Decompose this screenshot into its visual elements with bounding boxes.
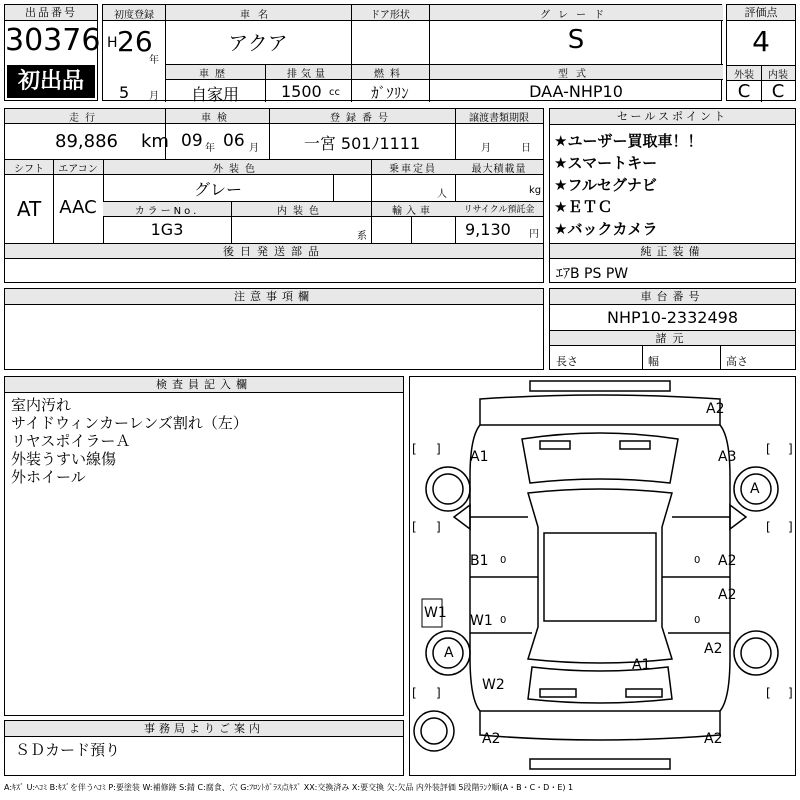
car-name-header: 車名 [240, 10, 276, 21]
svg-text:[: [ [766, 686, 771, 700]
displacement: 1500 [281, 82, 322, 101]
inspection-year-unit: 年 [205, 143, 215, 154]
score-header: 評価点 [727, 5, 795, 21]
mark-front-bumper: A2 [706, 401, 725, 417]
sales-points-header: セールスポイント [550, 109, 795, 125]
recycle-header: リサイクル預託金 [463, 205, 535, 215]
sales-points-box [549, 108, 796, 283]
first-listing-badge: 初出品 [7, 65, 95, 98]
later-parts-header: 後日発送部品 [5, 244, 543, 259]
inspector-note: 外ホイール [11, 468, 86, 486]
mark-roof: A1 [632, 657, 651, 673]
mark-front-right-fender: A1 [470, 449, 489, 465]
aircon-header: エアコン [58, 164, 98, 175]
svg-text:[: [ [766, 520, 771, 534]
inspector-note: サイドウィンカーレンズ割れ（左） [11, 414, 248, 432]
chassis-number: NHP10-2332498 [606, 308, 739, 327]
cautions-header: 注意事項欄 [5, 289, 543, 305]
interior-score-header: 内装 [768, 70, 788, 81]
office-box [4, 720, 404, 776]
inspection-year: 09 [181, 131, 203, 151]
fuel: ｶﾞｿﾘﾝ [371, 84, 409, 102]
office-note: ＳＤカード預り [15, 741, 121, 759]
inspector-note: リヤスポイラーＡ [11, 432, 131, 450]
era: H [107, 35, 118, 51]
sales-point-item: ★スマートキー [554, 154, 658, 172]
svg-text:[: [ [412, 686, 417, 700]
spec-width: 幅 [648, 355, 659, 368]
interior-score: C [771, 81, 785, 102]
mark-rear-bumper-left: A2 [704, 731, 723, 747]
standard-equipment: ｴｱB PS PW [556, 266, 629, 282]
exterior-color: グレー [193, 180, 242, 199]
mark-right-pillar: B1 [470, 553, 489, 569]
mark-left-rear-door: A2 [718, 587, 737, 603]
svg-text:0: 0 [500, 615, 507, 626]
svg-text:]: ] [788, 686, 793, 700]
transfer-day-unit: 日 [521, 143, 531, 154]
plate: 一宮 501ﾉ1111 [303, 134, 421, 153]
sales-point-item: ★バックカメラ [554, 220, 658, 238]
mark-right-rear-door: W1 [470, 613, 493, 629]
capacity-unit: 人 [437, 189, 447, 200]
car-outline [410, 377, 795, 775]
standard-equipment-header: 純正装備 [550, 244, 795, 259]
exterior-score-header: 外装 [734, 70, 754, 81]
mileage-header: 走行 [69, 113, 101, 124]
inspector-note: 室内汚れ [11, 396, 72, 414]
shift: AT [16, 197, 42, 221]
fuel-header: 燃料 [374, 69, 406, 80]
grade-header: グレード [540, 10, 612, 21]
office-header: 事務局よりご案内 [5, 721, 403, 737]
damage-diagram [409, 376, 796, 776]
svg-text:0: 0 [694, 555, 701, 566]
car-name: アクア [228, 31, 288, 55]
chassis-box [549, 288, 796, 370]
load-header: 最大積載量 [471, 164, 527, 175]
history-header: 車歴 [199, 69, 231, 80]
door-header: ドア形状 [370, 10, 410, 21]
sales-point-item: ★ＥＴＣ [554, 198, 613, 216]
svg-text:]: ] [436, 442, 441, 456]
recycle-amount: 9,130 [465, 220, 511, 239]
cautions-box [4, 288, 544, 370]
inspection-header: 車検 [201, 113, 233, 124]
mark-left-front-door: A2 [718, 553, 737, 569]
inspector-header: 検査員記入欄 [5, 377, 403, 393]
exterior-color-header: 外装色 [213, 164, 261, 175]
legend: A:ｷｽﾞ U:ﾍｺﾐ B:ｷｽﾞを伴うﾍｺﾐ P:要塗装 W:補修跡 S:錆 C:腐食、穴 G:ﾌﾛﾝﾄｶﾞﾗｽ点ｷｽﾞ XX:交換済み X:要交換 欠:欠品 内外装評価 5段階ﾗﾝｸ順(A・B・C・D・E) 1 [4, 783, 574, 792]
sales-point-item: ★フルセグナビ [554, 176, 657, 194]
history: 自家用 [190, 85, 239, 104]
mileage: 89,886 [55, 131, 118, 152]
score-value: 4 [752, 25, 770, 58]
svg-text:]: ] [436, 686, 441, 700]
mileage-unit: km [141, 131, 169, 152]
sales-points-list [554, 130, 702, 240]
aircon: AAC [59, 197, 97, 218]
inspection-month-unit: 月 [249, 143, 259, 154]
spec-height: 高さ [726, 355, 748, 368]
mark-front-left-fender: A3 [718, 449, 737, 465]
mark-rear-right-wheel: A [444, 645, 454, 661]
score-box [726, 4, 796, 101]
mark-rear-bumper-right: A2 [482, 731, 501, 747]
inspector-box [4, 376, 404, 716]
specs-header: 諸元 [550, 331, 795, 346]
displacement-unit: cc [329, 87, 340, 98]
lot-header: 出品番号 [5, 5, 97, 21]
recycle-unit: 円 [529, 229, 539, 240]
mark-right-rear-quarter: W2 [482, 677, 505, 693]
color-no-header: カラーNo. [134, 206, 200, 217]
reg-year: 26 [117, 25, 153, 58]
capacity-header: 乗車定員 [389, 164, 437, 175]
svg-text:0: 0 [694, 615, 701, 626]
displacement-header: 排気量 [287, 69, 329, 80]
chassis-header: 車台番号 [550, 289, 795, 305]
reg-month-unit: 月 [149, 91, 159, 102]
color-no: 1G3 [150, 220, 184, 239]
load-unit: kg [529, 185, 542, 196]
plate-header: 登録番号 [330, 113, 394, 124]
registration-header: 初度登録 [114, 10, 154, 21]
mark-front-left-wheel: A [750, 481, 760, 497]
model: DAA-NHP10 [529, 82, 623, 101]
svg-text:[: [ [412, 520, 417, 534]
import-header: 輸入車 [392, 206, 434, 217]
lot-box [4, 4, 101, 101]
shift-header: シフト [14, 164, 44, 175]
reg-year-unit: 年 [149, 55, 159, 66]
svg-text:[: [ [412, 442, 417, 456]
vehicle-info-table [4, 108, 544, 283]
grade: S [567, 25, 585, 55]
interior-color-header: 内装色 [277, 206, 325, 217]
model-header: 型式 [558, 69, 594, 80]
mark-right-rocker: W1 [424, 605, 447, 621]
inspection-month: 06 [223, 131, 245, 151]
reg-month: 5 [119, 83, 130, 102]
svg-text:]: ] [788, 520, 793, 534]
mark-left-rear-quarter: A2 [704, 641, 723, 657]
exterior-score: C [737, 81, 751, 102]
lot-number: 30376 [5, 23, 101, 58]
transfer-month-unit: 月 [481, 143, 491, 154]
sales-point-item: ★ユーザー買取車！！ [554, 132, 703, 150]
inspector-notes [11, 396, 248, 486]
spec-length: 長さ [556, 355, 578, 368]
inspector-note: 外装うすい線傷 [11, 450, 117, 468]
svg-text:0: 0 [500, 555, 507, 566]
svg-text:]: ] [788, 442, 793, 456]
svg-text:]: ] [436, 520, 441, 534]
top-table [102, 4, 722, 104]
transfer-header: 譲渡書類期限 [469, 113, 529, 124]
interior-color-unit: 系 [357, 231, 367, 242]
svg-text:[: [ [766, 442, 771, 456]
